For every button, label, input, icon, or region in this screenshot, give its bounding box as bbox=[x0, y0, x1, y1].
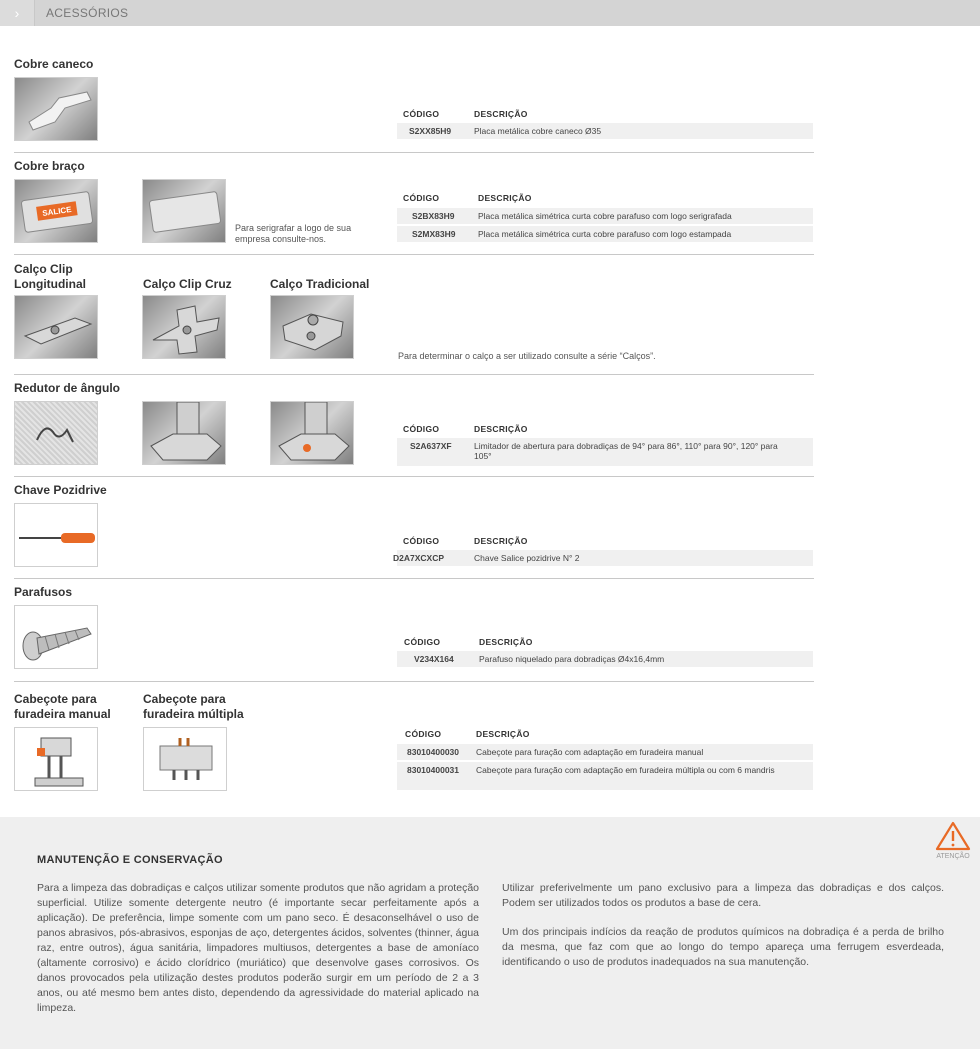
product-code: S2BX83H9 bbox=[412, 211, 455, 221]
product-image-chave bbox=[14, 503, 98, 567]
product-description: Cabeçote para furação com adaptação em furadeira manual bbox=[476, 747, 704, 757]
divider bbox=[14, 578, 814, 579]
product-description: Limitador de abertura para dobradiças de 94° para 86°, 110° para 90°, 120° para 105° bbox=[474, 441, 778, 461]
maintenance-title: MANUTENÇÃO E CONSERVAÇÃO bbox=[37, 854, 223, 866]
heading-calco-tradicional: Calço Tradicional bbox=[270, 277, 370, 291]
maintenance-text-right-2: Um dos principais indícios da reação de produtos químicos na dobradiça é a perda de brilho da mesma, que faz com que ao longo do tempo apareça uma ferrugem esverdeada, identificando o uso de produtos inadequados na sua manutenção. bbox=[502, 926, 944, 968]
table-row bbox=[397, 651, 813, 667]
column-header-code: CÓDIGO bbox=[405, 729, 442, 739]
column-header-description: DESCRIÇÃO bbox=[478, 193, 532, 203]
product-image-cobre-braco-plain bbox=[142, 179, 226, 243]
heading-cobre-braco: Cobre braço bbox=[14, 159, 85, 173]
maintenance-text-right-1: Utilizar preferivelmente um pano exclusivo para a limpeza das dobradiças e dos calços. Podem ser utilizados todos os produtos a base de cera. bbox=[502, 882, 944, 909]
product-image-parafuso bbox=[14, 605, 98, 669]
warning-icon bbox=[929, 819, 977, 853]
product-image-redutor-hinge-1 bbox=[142, 401, 226, 465]
column-header-description: DESCRIÇÃO bbox=[474, 536, 528, 546]
maintenance-panel bbox=[0, 817, 980, 1049]
page-title: ACESSÓRIOS bbox=[46, 6, 129, 20]
product-image-redutor bbox=[14, 401, 98, 465]
product-code: S2XX85H9 bbox=[409, 126, 452, 136]
heading-calco-clip-cruz: Calço Clip Cruz bbox=[143, 277, 232, 291]
table-row bbox=[397, 744, 813, 760]
product-description: Parafuso niquelado para dobradiças Ø4x16,4mm bbox=[479, 654, 665, 664]
heading-parafusos: Parafusos bbox=[14, 585, 73, 599]
product-code: S2A637XF bbox=[410, 441, 452, 451]
product-description: Chave Salice pozidrive N° 2 bbox=[474, 553, 580, 563]
divider bbox=[14, 374, 814, 375]
chevron-right-icon[interactable]: › bbox=[0, 0, 35, 26]
heading-cobre-caneco: Cobre caneco bbox=[14, 57, 94, 71]
product-code: 83010400031 bbox=[407, 765, 460, 775]
product-description: Cabeçote para furação com adaptação em furadeira múltipla ou com 6 mandris bbox=[476, 765, 775, 775]
product-image-calco-tradicional bbox=[270, 295, 354, 359]
product-code: D2A7XCXCP bbox=[393, 553, 445, 563]
column-header-code: CÓDIGO bbox=[403, 193, 440, 203]
product-description: Placa metálica simétrica curta cobre parafuso com logo estampada bbox=[478, 229, 732, 239]
divider bbox=[14, 681, 814, 682]
product-description: Placa metálica cobre caneco Ø35 bbox=[474, 126, 602, 136]
product-image-cabecote-manual bbox=[14, 727, 98, 791]
product-description: Placa metálica simétrica curta cobre parafuso com logo serigrafada bbox=[478, 211, 732, 221]
column-header-code: CÓDIGO bbox=[403, 424, 440, 434]
column-header-description: DESCRIÇÃO bbox=[479, 637, 533, 647]
heading-redutor-angulo: Redutor de ângulo bbox=[14, 381, 120, 395]
note-calcos: Para determinar o calço a ser utilizado consulte a série “Calços”. bbox=[398, 351, 656, 361]
heading-cabecote-multipla: Cabeçote para furadeira múltipla bbox=[143, 692, 244, 721]
heading-chave-pozidrive: Chave Pozidrive bbox=[14, 483, 107, 497]
product-image-calco-cruz bbox=[142, 295, 226, 359]
divider bbox=[14, 476, 814, 477]
table-row bbox=[397, 438, 813, 466]
maintenance-text-left: Para a limpeza das dobradiças e calços utilizar somente produtos que não agridam a proteção superficial. Utilize somente detergente neutro (é importante secar perfeitamente após a aplicação). De preferência, limpe somente com um pano seco. É desaconselhável o uso de panos abrasivos, pós-abrasivos, esponjas de aço, detergentes ácidos, solventes (thinner, água raz, entre outros), água sanitária, limpadores multiusos, detergentes a base de amoníaco (altamente corrosivo) e ácido clorídrico (muriático) que desenvolve gases corrosivos. Os danos provocados pela utilização destes produtos poderão surgir em um período de 2 a 3 anos, ou até mesmo bem antes disto, dependendo da agressividade do material aplicado na limpeza. bbox=[37, 882, 479, 1014]
warning-badge bbox=[929, 819, 977, 863]
column-header-code: CÓDIGO bbox=[403, 536, 440, 546]
table-row bbox=[397, 226, 813, 242]
heading-calco-clip-longitudinal: Calço Clip Longitudinal bbox=[14, 262, 86, 291]
column-header-description: DESCRIÇÃO bbox=[474, 424, 528, 434]
product-code: 83010400030 bbox=[407, 747, 460, 757]
product-image-cabecote-multipla bbox=[143, 727, 227, 791]
product-image-calco-longitudinal bbox=[14, 295, 98, 359]
product-code: S2MX83H9 bbox=[412, 229, 456, 239]
column-header-description: DESCRIÇÃO bbox=[476, 729, 530, 739]
heading-cabecote-manual: Cabeçote para furadeira manual bbox=[14, 692, 111, 721]
product-image-cobre-caneco bbox=[14, 77, 98, 141]
table-row bbox=[397, 762, 813, 790]
badge-salice: SALICE bbox=[41, 205, 73, 219]
product-code: V234X164 bbox=[414, 654, 454, 664]
product-image-redutor-hinge-2 bbox=[270, 401, 354, 465]
column-header-code: CÓDIGO bbox=[403, 109, 440, 119]
divider bbox=[14, 254, 814, 255]
note-serigrafia: Para serigrafar a logo de sua empresa consulte-nos. bbox=[235, 223, 352, 244]
divider bbox=[14, 152, 814, 153]
column-header-description: DESCRIÇÃO bbox=[474, 109, 528, 119]
warning-label: ATENÇÃO bbox=[936, 853, 970, 860]
section-header-bar bbox=[0, 0, 980, 26]
column-header-code: CÓDIGO bbox=[404, 637, 441, 647]
product-image-cobre-braco-logo bbox=[14, 179, 98, 243]
table-row bbox=[393, 550, 813, 566]
table-row bbox=[397, 208, 813, 224]
table-row bbox=[397, 123, 813, 139]
